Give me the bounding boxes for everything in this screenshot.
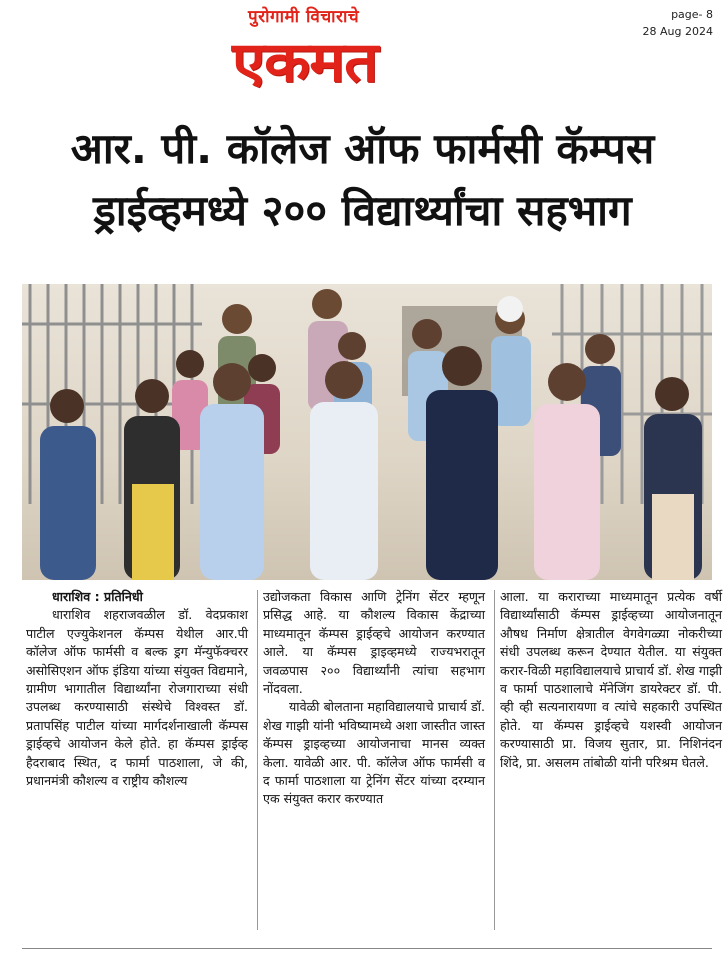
headline-line-2: ड्राईव्हमध्ये २०० विद्यार्थ्यांचा सहभाग bbox=[93, 186, 632, 235]
page-number: page- 8 bbox=[671, 8, 713, 21]
headline bbox=[0, 118, 725, 242]
publication-date: 28 Aug 2024 bbox=[642, 25, 713, 38]
article-paragraph: यावेळी बोलताना महाविद्यालयाचे प्राचार्य डॉ. शेख गाझी यांनी भविष्यामध्ये अशा जास्तीत जास्त कॅम्पस ड्राइव्हच्या आयोजनाचा मानस व्यक्त केला. यावेळी आर. पी. कॉलेज ऑफ फार्मसी व द फार्मा पाठशाला या ट्रेनिंग सेंटर यांच्या दरम्यान एक संयुक्त करार करण्यात bbox=[263, 699, 485, 807]
bottom-divider bbox=[22, 948, 712, 949]
article-column-2 bbox=[263, 588, 485, 809]
article-paragraph: उद्योजकता विकास आणि ट्रेनिंग सेंटर म्हणून प्रसिद्ध आहे. या कौशल्य विकास केंद्राच्या माध्यमातून कॅम्पस ड्राईव्हचे आयोजन करण्यात आले. या कॅम्पस ड्राइव्हमध्ये राज्यभरातून जवळपास २०० विद्यार्थ्यांनी त्यांचा सहभाग नोंदवला. bbox=[263, 589, 485, 697]
group-photo bbox=[22, 284, 712, 580]
page-meta bbox=[643, 6, 713, 40]
masthead-tagline: पुरोगामी विचाराचे bbox=[248, 7, 360, 27]
article-body bbox=[22, 588, 722, 943]
article-paragraph: धाराशिव शहराजवळील डॉ. वेदप्रकाश पाटील एज्युकेशनल कॅम्पस येथील आर.पी कॉलेज ऑफ फार्मसी व बल्क ड्रग मॅन्युफॅक्चरर असोसिएशन ऑफ इंडिया यांच्या संयुक्त विद्यमाने, ग्रामीण भागातील विद्यार्थ्यांना रोजगाराच्या संधी उपलब्ध करण्यासाठी संस्थेचे विश्वस्त डॉ. प्रतापसिंह पाटील यांच्या मार्गदर्शनाखाली कॅम्पस ड्राईव्हचे आयोजन केले होते. हा कॅम्पस ड्राईव्ह हैदराबाद स्थित, द फार्मा पाठशाला, जे की, प्रधानमंत्री कौशल्य व राष्ट्रीय कौशल्य bbox=[26, 607, 248, 789]
article-dateline: धाराशिव : प्रतिनिधी bbox=[52, 589, 143, 604]
masthead bbox=[0, 0, 725, 110]
article-column-3 bbox=[500, 588, 722, 772]
column-divider bbox=[257, 590, 258, 930]
article-column-1 bbox=[26, 588, 248, 790]
column-divider bbox=[494, 590, 495, 930]
article-paragraph: आला. या कराराच्या माध्यमातून प्रत्येक वर्षी विद्यार्थ्यांसाठी कॅम्पस ड्राईव्हच्या आयोजनातून औषध निर्माण क्षेत्रातील वेगवेगळ्या नोकरीच्या संधी उपलब्ध करून देण्यात येतील. या संयुक्त करार-विळी महाविद्यालयाचे प्राचार्य डॉ. शेख गाझी व फार्मा पाठशालाचे मॅनेजिंग डायरेक्टर डॉ. पी. व्ही व्ही सत्यनारायणा व त्यांचे सहकारी उपस्थित होते. या कॅम्पस ड्राईव्हचे यशस्वी आयोजन करण्यासाठी प्रा. विजय सुतार, प्रा. निशिनंदन शिंदे, प्रा. असलम तांबोळी यांनी परिश्रम घेतले. bbox=[500, 589, 722, 770]
group-photo-illustration bbox=[22, 284, 712, 580]
newspaper-logo: एकमत bbox=[232, 30, 378, 95]
headline-line-1: आर. पी. कॉलेज ऑफ फार्मसी कॅम्पस bbox=[70, 124, 655, 173]
